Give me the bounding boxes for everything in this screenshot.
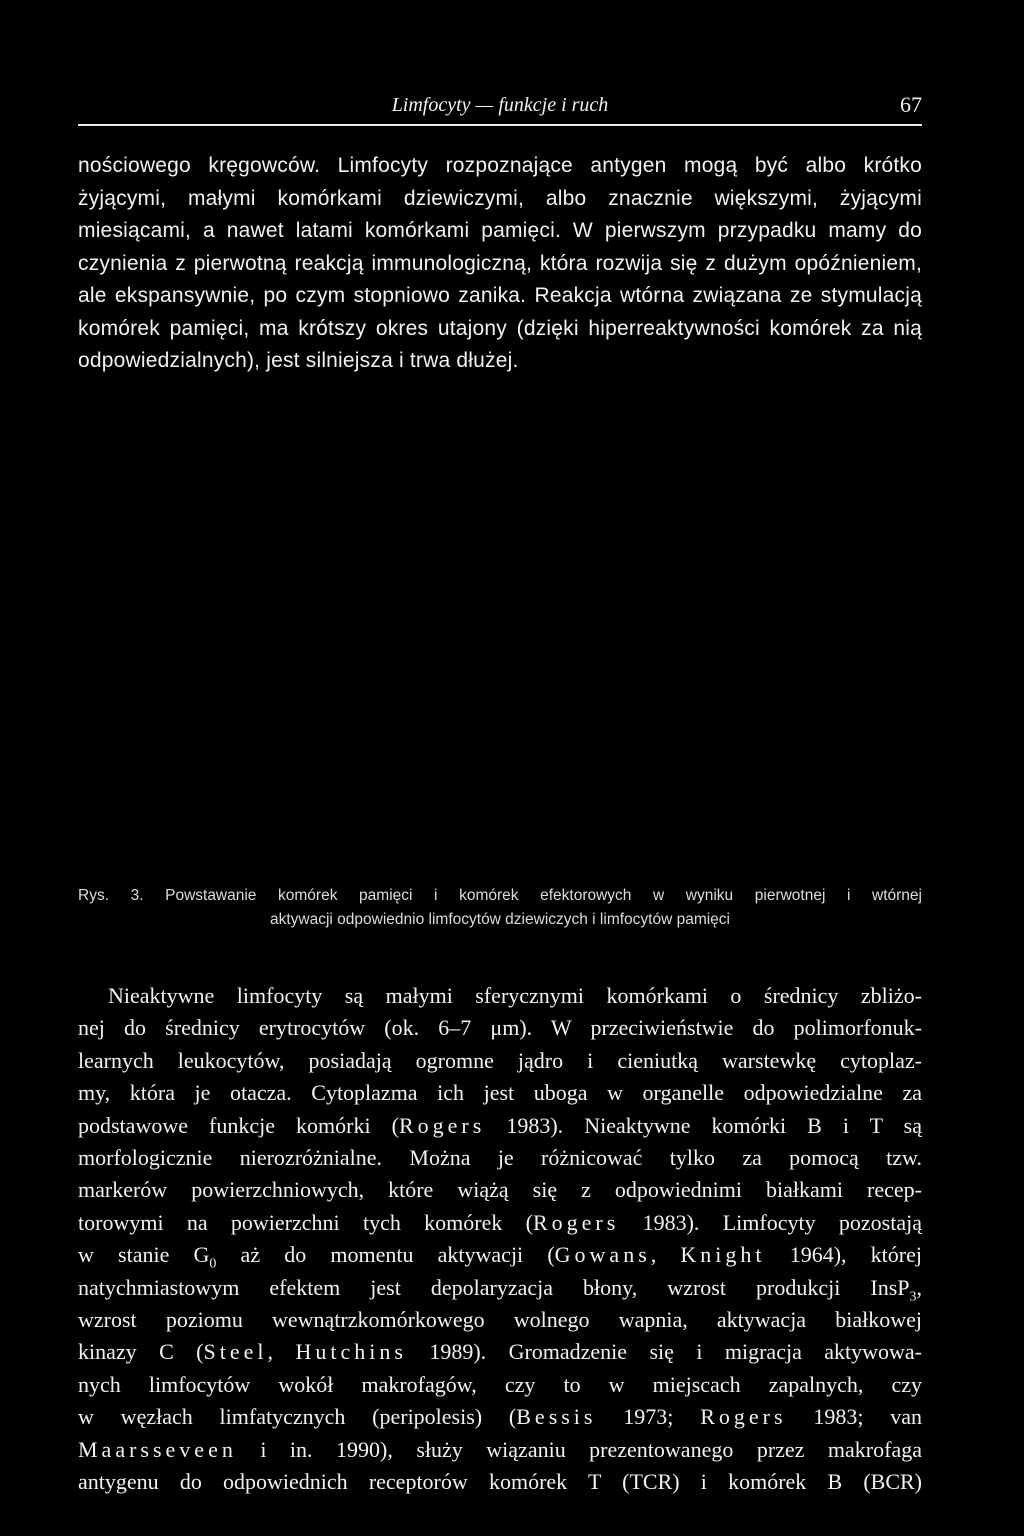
text-run: kinazy C ( <box>78 1339 204 1365</box>
text-run: Nieaktywne limfocyty są małymi sferycznymi komórkami o średnicy zbliżo- <box>108 983 922 1008</box>
text-line <box>78 1401 922 1433</box>
text-line <box>78 1272 922 1304</box>
text-line: antygenu do odpowiednich receptorów komórek T (TCR) i komórek B (BCR) <box>78 1469 922 1495</box>
text-line: morfologicznie nierozróżnialne. Można je różnicować tylko za pomocą tzw. <box>78 1145 922 1171</box>
figure-area <box>78 418 922 868</box>
text-run: , <box>267 1339 296 1365</box>
running-title: Limfocyty — funkcje i ruch <box>391 94 609 116</box>
text-run: , <box>916 1274 922 1300</box>
text-run: 1973; <box>596 1404 701 1430</box>
text-run: , <box>650 1242 681 1268</box>
caption-line: aktywacji odpowiednio limfocytów dziewiczych i limfocytów pamięci <box>270 911 730 928</box>
text-run: 1983). Nieaktywne komórki B i T są <box>485 1112 922 1138</box>
text-run: 1983). Limfocyty pozostają <box>619 1209 922 1235</box>
text-line <box>78 980 922 1012</box>
text-line: my, która je otacza. Cytoplazma ich jest uboga w organelle odpowiedzialne za <box>78 1080 922 1106</box>
text-line <box>78 1434 922 1466</box>
text-run: torowymi na powierzchni tych komórek ( <box>78 1209 533 1235</box>
text-run: 1983; van <box>786 1404 922 1430</box>
text-line: wzrost poziomu wewnątrzkomórkowego wolnego wapnia, aktywacja białkowej <box>78 1307 922 1333</box>
author-name: Rogers <box>700 1404 787 1430</box>
running-head <box>78 92 922 122</box>
text-run: aż do momentu aktywacji ( <box>216 1242 555 1268</box>
author-name: Knight <box>680 1242 766 1268</box>
main-paragraph <box>78 980 922 1499</box>
author-name: Bessis <box>516 1404 597 1430</box>
text-run: 1964), której <box>765 1242 922 1268</box>
author-name: Steel <box>203 1339 268 1365</box>
text-run: i in. 1990), służy wiązaniu prezentowanego przez makrofaga <box>236 1436 922 1462</box>
text-line: markerów powierzchniowych, które wiążą się z odpowiednimi białkami recep- <box>78 1177 922 1203</box>
page-number: 67 <box>900 92 922 117</box>
figure-caption <box>78 884 922 932</box>
text-line <box>78 1336 922 1368</box>
text-run: w węzłach limfatycznych (peripolesis) ( <box>78 1404 517 1430</box>
text-line <box>78 1239 922 1271</box>
text-line: learnych leukocytów, posiadają ogromne jądro i cieniutką warstewkę cytoplaz- <box>78 1047 922 1073</box>
text-run: 1989). Gromadzenie się i migracja aktywowa- <box>406 1339 923 1365</box>
author-name: Rogers <box>532 1209 620 1235</box>
author-name: Hutchins <box>295 1339 407 1365</box>
header-rule <box>78 124 922 126</box>
text-run: w stanie G <box>78 1242 210 1268</box>
subscript: 3 <box>909 1289 917 1305</box>
top-paragraph: nościowego kręgowców. Limfocyty rozpoznające antygen mogą być albo krótko żyjącymi, małymi komórkami dziewiczymi, albo znacznie większymi, żyjącymi miesiącami, a nawet latami komórkami pamięci. W pierwszym przypadku mamy do czynienia z pierwotną reakcją immunologiczną, która rozwija się z dużym opóźnieniem, ale ekspansywnie, po czym stopniowo zanika. Reakcja wtórna związana ze stymulacją komórek pamięci, ma krótszy okres utajony (dzięki hiperreaktywności komórek za nią odpowiedzialnych), jest silniejsza i trwa dłużej. <box>78 154 922 372</box>
caption-line: Rys. 3. Powstawanie komórek pamięci i komórek efektorowych w wyniku pierwotnej i wtórnej <box>78 887 922 904</box>
text-line: nych limfocytów wokół makrofagów, czy to w miejscach zapalnych, czy <box>78 1371 922 1397</box>
text-line <box>78 1110 922 1142</box>
book-page <box>78 0 922 1536</box>
author-name: Maarsseveen <box>78 1436 237 1462</box>
text-line <box>78 1207 922 1239</box>
subscript: 0 <box>209 1256 217 1272</box>
author-name: Gowans <box>554 1242 651 1268</box>
author-name: Rogers <box>398 1112 486 1138</box>
text-run: natychmiastowym efektem jest depolaryzacja błony, wzrost produkcji InsP <box>78 1274 910 1300</box>
text-line: nej do średnicy erytrocytów (ok. 6–7 μm). W przeciwieństwie do polimorfonuk- <box>78 1015 922 1041</box>
text-run: podstawowe funkcje komórki ( <box>78 1112 399 1138</box>
